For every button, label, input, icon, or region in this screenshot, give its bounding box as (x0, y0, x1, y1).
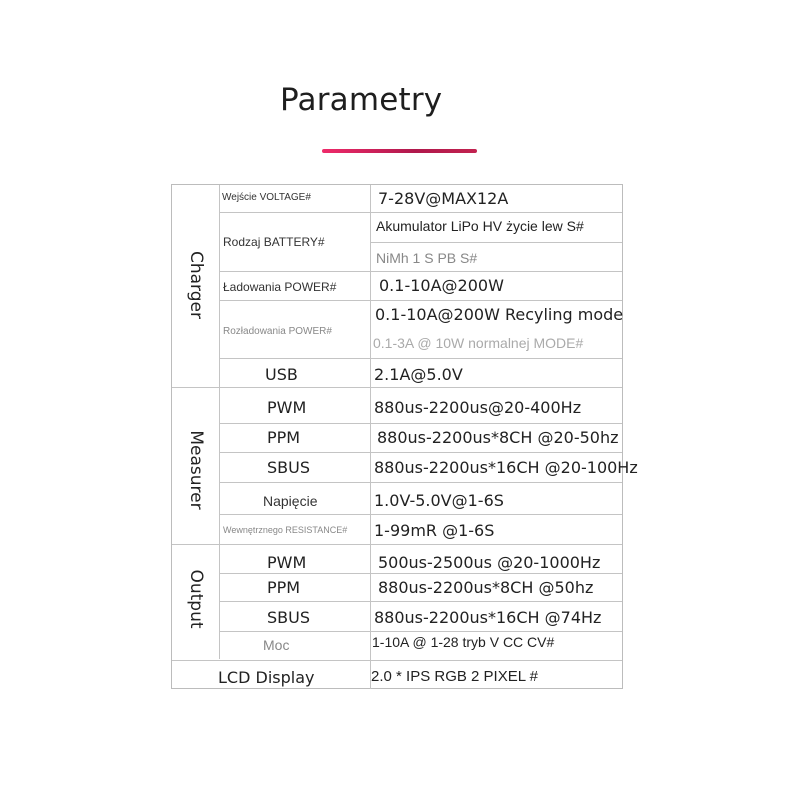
row-label-charge-power: Ładowania POWER# (223, 280, 337, 294)
row-value-measurer-pwm: 880us-2200us@20-400Hz (374, 398, 582, 417)
row-label-output-ppm: PPM (267, 578, 301, 597)
section-label-output: Output (186, 569, 206, 629)
row-label-resistance: Wewnętrznego RESISTANCE# (223, 525, 348, 535)
row-label-usb: USB (265, 365, 298, 384)
row-divider (219, 452, 622, 453)
title-accent-line (322, 149, 477, 153)
row-value-discharge-power-1: 0.1-10A@200W Recyling mode (375, 305, 624, 324)
row-value-battery-type-1: Akumulator LiPo HV życie lew S# (376, 218, 584, 234)
section-divider-charger (172, 387, 622, 388)
row-divider (219, 271, 622, 272)
row-label-battery-type: Rodzaj BATTERY# (223, 235, 325, 249)
row-label-measurer-sbus: SBUS (267, 458, 310, 477)
row-value-input-voltage: 7-28V@MAX12A (378, 189, 509, 208)
row-label-output-sbus: SBUS (267, 608, 310, 627)
row-divider (219, 423, 622, 424)
row-divider (219, 358, 622, 359)
value-column-divider (370, 185, 371, 689)
row-divider (219, 631, 622, 632)
parameters-table (171, 184, 638, 689)
row-value-charge-power: 0.1-10A@200W (379, 276, 504, 295)
row-divider (219, 482, 622, 483)
section-column-divider (219, 185, 220, 659)
row-label-input-voltage: Wejście VOLTAGE# (222, 192, 311, 203)
row-divider (219, 300, 622, 301)
row-label-lcd: LCD Display (218, 668, 315, 687)
row-value-lcd: 2.0 * IPS RGB 2 PIXEL # (371, 668, 539, 685)
row-divider (219, 601, 622, 602)
row-value-resistance: 1-99mR @1-6S (374, 521, 495, 540)
row-value-voltage: 1.0V-5.0V@1-6S (374, 491, 504, 510)
row-value-measurer-sbus: 880us-2200us*16CH @20-100Hz (374, 458, 638, 477)
row-label-voltage: Napięcie (263, 493, 318, 509)
row-value-output-ppm: 880us-2200us*8CH @50hz (378, 578, 594, 597)
row-value-output-sbus: 880us-2200us*16CH @74Hz (374, 608, 602, 627)
row-divider (219, 514, 622, 515)
row-label-power: Moc (263, 637, 290, 653)
page-title: Parametry (280, 82, 443, 118)
row-value-measurer-ppm: 880us-2200us*8CH @20-50hz (377, 428, 619, 447)
row-value-power: 1-10A @ 1-28 tryb V CC CV# (372, 634, 555, 650)
row-label-measurer-ppm: PPM (267, 428, 301, 447)
section-label-measurer: Measurer (186, 430, 206, 510)
row-value-discharge-power-2: 0.1-3A @ 10W normalnej MODE# (373, 335, 584, 351)
row-divider (219, 573, 622, 574)
row-divider (370, 242, 622, 243)
row-label-measurer-pwm: PWM (267, 398, 307, 417)
section-label-charger: Charger (186, 251, 206, 319)
row-label-output-pwm: PWM (267, 553, 307, 572)
row-value-usb: 2.1A@5.0V (374, 365, 463, 384)
row-value-battery-type-2: NiMh 1 S PB S# (376, 250, 478, 266)
row-value-output-pwm: 500us-2500us @20-1000Hz (378, 553, 601, 572)
row-label-discharge-power: Rozładowania POWER# (223, 326, 332, 337)
section-divider-output (172, 660, 622, 661)
section-divider-measurer (172, 544, 622, 545)
row-divider (219, 212, 622, 213)
